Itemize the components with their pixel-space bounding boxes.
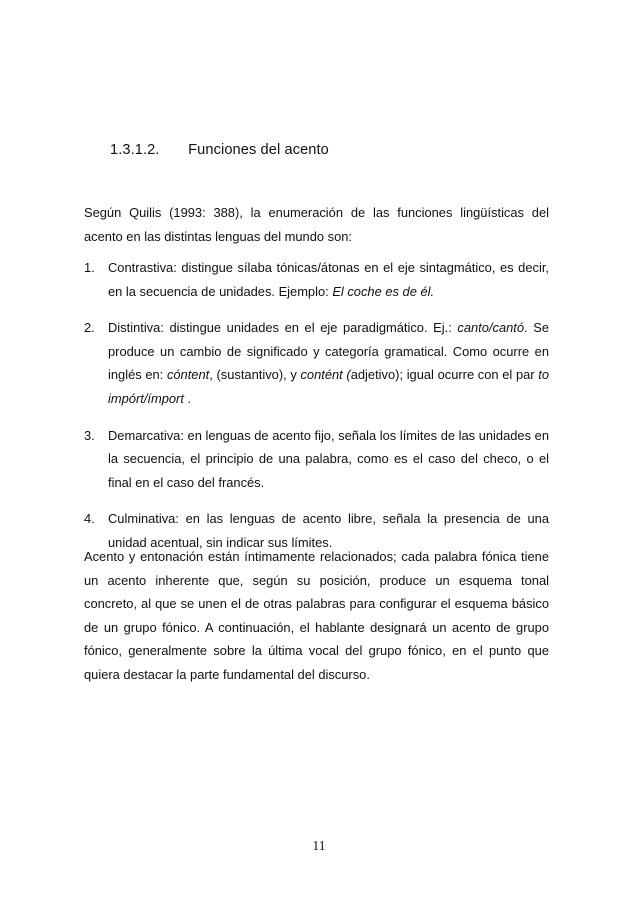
list-item-contrastiva — [84, 256, 549, 303]
item-text: Distintiva: distingue unidades en el eje paradigmático. Ej.: — [108, 320, 458, 336]
list-marker: 1. — [84, 260, 95, 275]
item-example: to impórt/ímport — [108, 367, 549, 406]
item-example: contént ( — [300, 367, 351, 383]
section-title: Funciones del acento — [188, 142, 329, 158]
closing-paragraph: Acento y entonación están íntimamente relacionados; cada palabra fónica tiene un acento inherente que, según su posición, produce un esquema tonal concreto, al que se unen el de otras palabras para configurar el esquema básico de un grupo fónico. A continuación, el hablante designará un acento de grupo fónico, generalmente sobre la última vocal del grupo fónico, en el punto que quiera destacar la parte fundamental del discurso. — [84, 549, 549, 682]
page-number: 11 — [312, 838, 326, 853]
item-text: Culminativa: en las lenguas de acento libre, señala la presencia de una unidad acentual, sin indicar sus límites. — [108, 511, 549, 550]
item-text: Demarcativa: en lenguas de acento fijo, señala los límites de las unidades en la secuencia, el principio de una palabra, como es el caso del checo, o el final en el caso del francés. — [108, 427, 549, 490]
functions-list — [84, 256, 549, 568]
list-item-distintiva — [84, 316, 549, 410]
list-marker: 4. — [84, 511, 95, 527]
item-example: canto/cantó — [457, 320, 525, 336]
item-text: . — [183, 390, 192, 406]
item-example: El coche es de él. — [332, 283, 435, 299]
list-marker: 2. — [84, 320, 95, 336]
item-text: Contrastiva: distingue sílaba tónicas/átonas en el eje sintagmático, es decir, en la secuencia de unidades. Ejemplo: — [108, 260, 549, 299]
list-item-demarcativa — [84, 424, 549, 495]
item-text: adjetivo); igual ocurre con el par — [350, 367, 539, 383]
item-text: . Se produce un cambio de significado y categoría gramatical. Como ocurre en inglés en: — [108, 320, 549, 383]
item-example: cóntent — [166, 367, 210, 383]
intro-paragraph: Según Quilis (1993: 388), la enumeración de las funciones lingüísticas del acento en las distintas lenguas del mundo son: — [84, 205, 549, 244]
list-marker: 3. — [84, 427, 95, 443]
section-number: 1.3.1.2. — [110, 142, 160, 158]
section-heading — [110, 142, 329, 158]
item-text: , (sustantivo), y — [209, 367, 301, 383]
